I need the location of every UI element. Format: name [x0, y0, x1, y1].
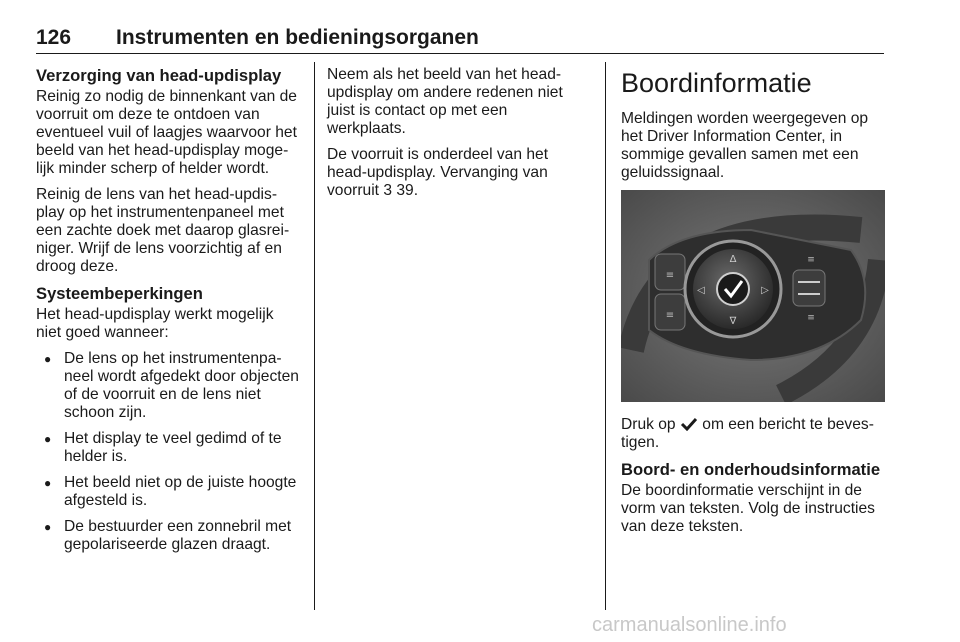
paragraph-text: De voorruit is onderdeel van het head-updisplay. Vervanging van voorruit: [327, 146, 549, 199]
section-title-board-info: Boordinformatie: [621, 68, 812, 98]
steering-wheel-illustration: [621, 190, 885, 402]
paragraph-with-reference: [327, 146, 589, 200]
paragraph-text: om een bericht te bevestigen.: [621, 416, 874, 451]
svg-text:▷: ▷: [761, 285, 769, 296]
svg-text:≡: ≡: [807, 255, 815, 265]
list-item: ● De lens op het instrumentenpaneel wordt afgedekt door objecten of de voorruit en de lens niet schoon zijn.: [36, 350, 300, 422]
paragraph-with-icon: [621, 416, 885, 452]
list-item: ● De bestuurder een zonnebril met gepolariseerde glazen draagt.: [36, 518, 300, 554]
column-divider: [605, 62, 606, 610]
svg-text:≡: ≡: [665, 270, 675, 281]
column-right: [621, 66, 885, 544]
paragraph-text: Druk op: [621, 416, 680, 433]
steering-wheel-controls-photo: [621, 190, 885, 402]
list-item: ● Het display te veel gedimd of te helder is.: [36, 430, 300, 466]
reference-arrow-icon: 3: [383, 182, 393, 199]
column-divider: [314, 62, 315, 610]
paragraph: Reinig zo nodig de binnenkant van de voorruit om deze te ontdoen van eventueel vuil of laagjes waarvoor het beeld van het head-updisplay mogelijk minder scherp of helder wordt.: [36, 88, 297, 177]
section-heading-limitations: Systeembeperkingen: [36, 284, 203, 303]
svg-text:◁: ◁: [697, 285, 705, 296]
page-reference-link[interactable]: 39.: [392, 182, 419, 199]
svg-text:≡: ≡: [807, 313, 815, 323]
list-item: ● Het beeld niet op de juiste hoogte afgesteld is.: [36, 474, 300, 510]
column-middle: [327, 66, 589, 208]
paragraph: Neem als het beeld van het head-updisplay om andere redenen niet juist is contact op met een werkplaats.: [327, 66, 563, 137]
paragraph: Het head-updisplay werkt mogelijk niet goed wanneer:: [36, 306, 274, 341]
paragraph: Reinig de lens van het head-updisplay op het instrumentenpaneel met een zachte doek met daarop glasreiniger. Wrijf de lens voorzichtig af en droog deze.: [36, 186, 290, 275]
watermark: carmanualsonline.info: [592, 614, 787, 636]
paragraph: De boordinformatie verschijnt in de vorm van teksten. Volg de instructies van deze teksten.: [621, 482, 875, 535]
column-left: [36, 66, 300, 562]
chapter-title: Instrumenten en bedieningsorganen: [116, 26, 479, 49]
page-header: [36, 26, 884, 54]
svg-text:≡: ≡: [665, 310, 675, 321]
page-number: 126: [36, 26, 72, 49]
paragraph: Meldingen worden weergegeven op het Driver Information Center, in sommige gevallen samen met een geluidssignaal.: [621, 110, 869, 181]
section-heading-hud-care: Verzorging van head-updisplay: [36, 66, 282, 85]
section-heading-maintenance: Boord- en onderhoudsinformatie: [621, 460, 881, 479]
svg-text:Δ: Δ: [729, 254, 737, 265]
checkmark-icon: [680, 417, 698, 431]
svg-text:∇: ∇: [729, 316, 737, 327]
bullet-list: [36, 350, 300, 554]
